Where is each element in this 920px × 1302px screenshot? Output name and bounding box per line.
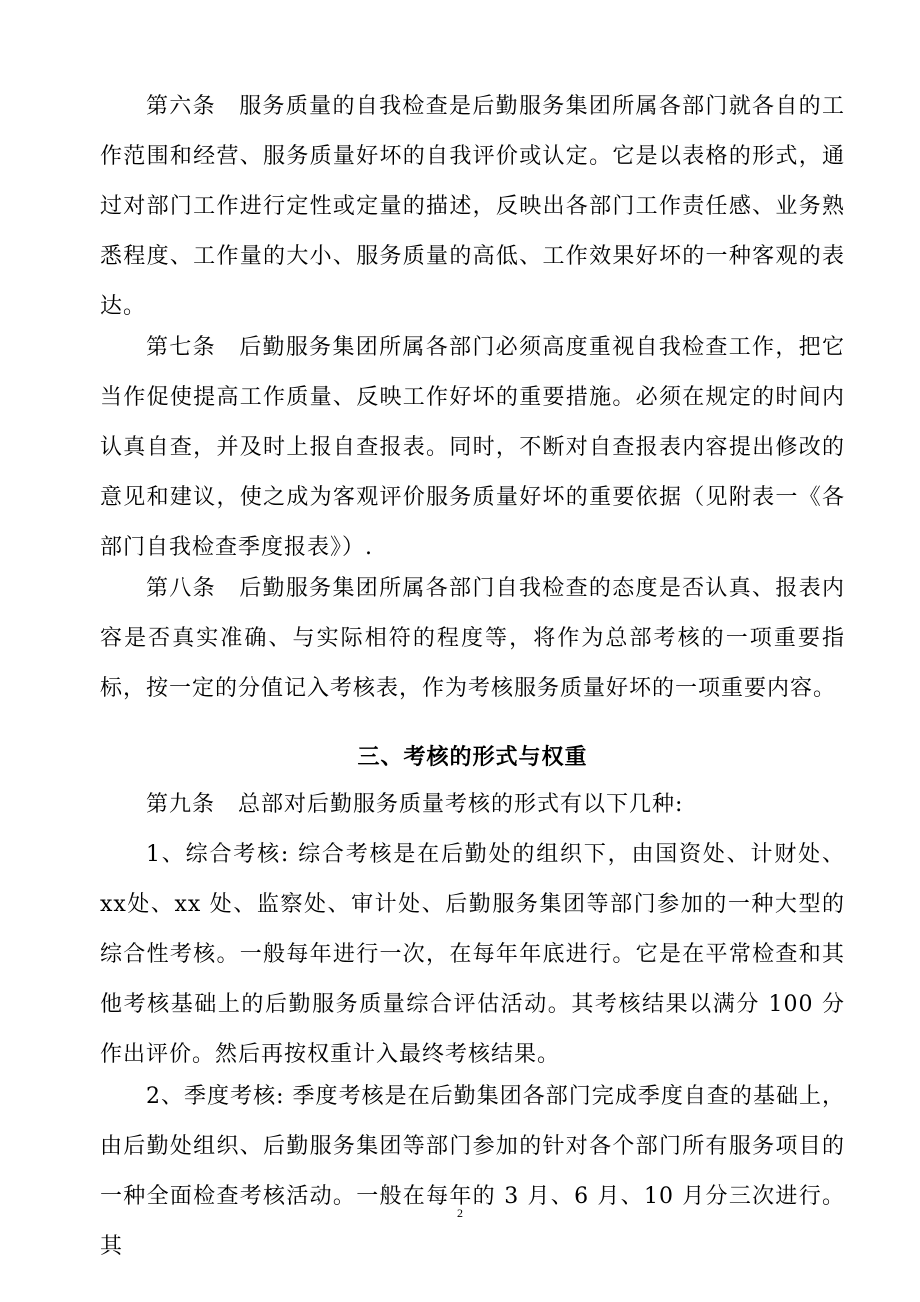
quarterly-assessment-item: 2、季度考核: 季度考核是在后勤集团各部门完成季度自查的基础上，由后勤处组织、后勤服务集团等部门参加的针对各个部门所有服务项目的一种全面检查考核活动。一般在每年的 3 月、6 月、10 月分三次进行。其 xyxy=(100,1084,845,1259)
article-7-paragraph: 第七条 后勤服务集团所属各部门必须高度重视自我检查工作，把它当作促使提高工作质量、反映工作好坏的重要措施。必须在规定的时间内认真自查，并及时上报自查报表。同时，不断对自查报表内容提出修改的意见和建议，使之成为客观评价服务质量好坏的重要依据（见附表一《各部门自我检查季度报表》）. xyxy=(100,335,845,560)
section-3-heading: 三、考核的形式与权重 xyxy=(357,744,588,770)
article-6-paragraph: 第六条 服务质量的自我检查是后勤服务集团所属各部门就各自的工作范围和经营、服务质量好坏的自我评价或认定。它是以表格的形式，通过对部门工作进行定性或定量的描述，反映出各部门工作责任感、业务熟悉程度、工作量的大小、服务质量的高低、工作效果好坏的一种客观的表达。 xyxy=(100,94,845,319)
comprehensive-assessment-item: 1、综合考核: 综合考核是在后勤处的组织下，由国资处、计财处、xx处、xx 处、监察处、审计处、后勤服务集团等部门参加的一种大型的综合性考核。一般每年进行一次，在每年年底进行。它是在平常检查和其他考核基础上的后勤服务质量综合评估活动。其考核结果以满分 100 分作出评价。然后再按权重计入最终考核结果。 xyxy=(100,842,845,1067)
page-number: 2 xyxy=(457,1206,463,1220)
article-8-paragraph: 第八条 后勤服务集团所属各部门自我检查的态度是否认真、报表内容是否真实准确、与实际相符的程度等，将作为总部考核的一项重要指标，按一定的分值记入考核表，作为考核服务质量好坏的一项重要内容。 xyxy=(100,576,845,701)
article-9-paragraph: 第九条 总部对后勤服务质量考核的形式有以下几种: xyxy=(146,792,684,817)
